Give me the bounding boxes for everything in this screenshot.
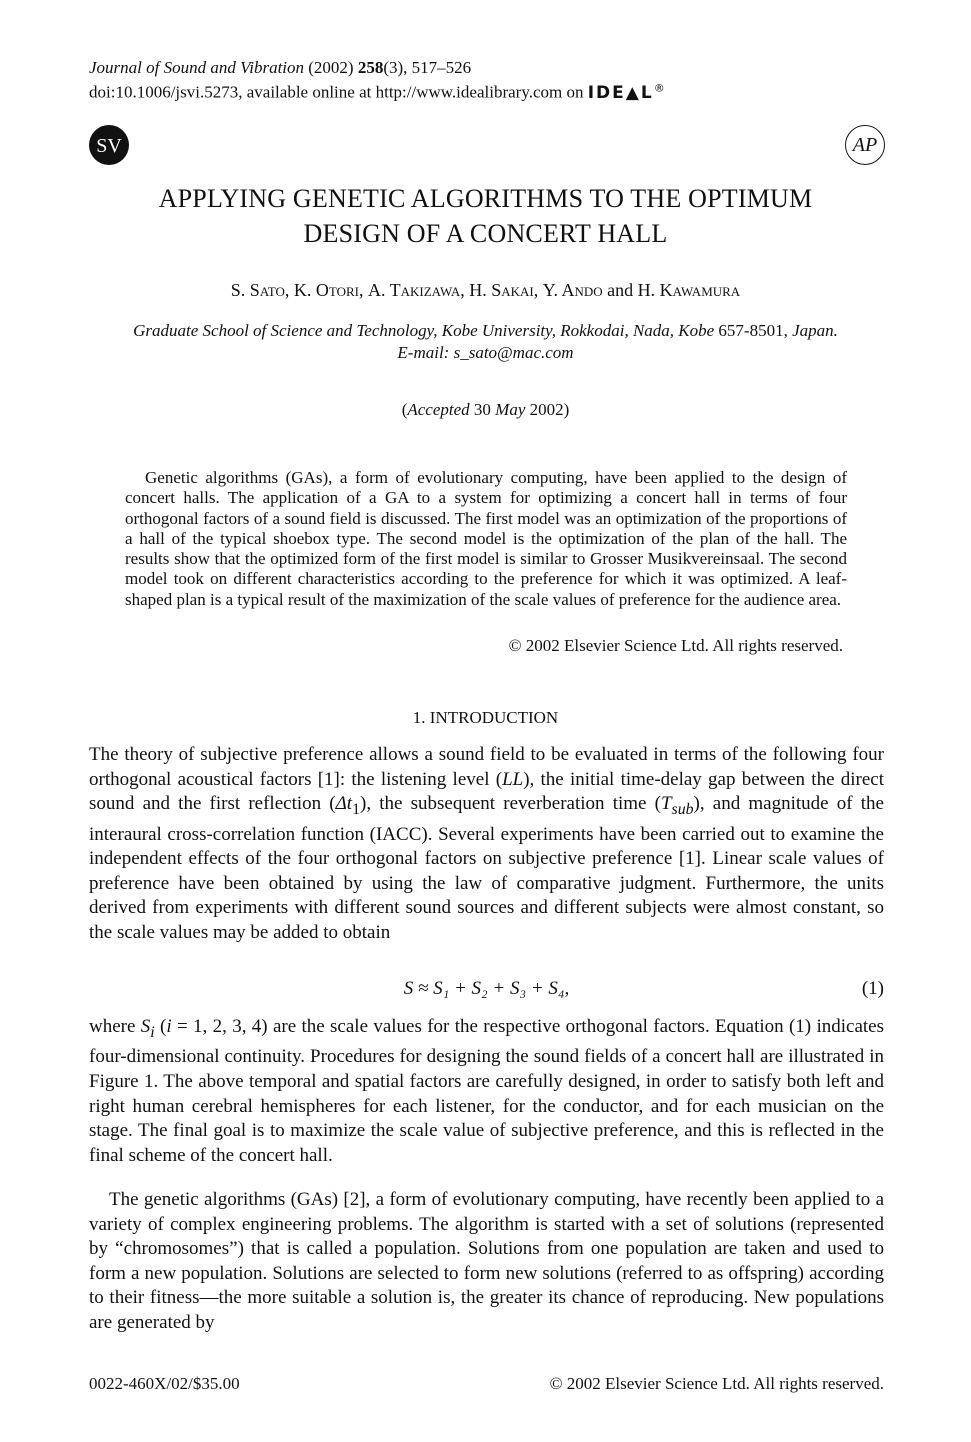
abstract-copyright: © 2002 Elsevier Science Ltd. All rights reserved. [508, 636, 843, 655]
accepted-day: 30 [473, 400, 491, 419]
accepted-year: 2002) [529, 400, 570, 419]
ap-publisher-logo: AP [845, 125, 885, 165]
affiliation-line [60, 320, 911, 342]
author-email: E-mail: s_sato@mac.com [397, 343, 574, 362]
author-name: H. Sakai [469, 280, 534, 300]
ideal-logo: IDE▲L® [587, 81, 667, 103]
journal-year: (2002) [308, 58, 354, 77]
title-line-1: APPLYING GENETIC ALGORITHMS TO THE OPTIMUM [158, 184, 813, 213]
footer-copyright: © 2002 Elsevier Science Ltd. All rights reserved. [549, 1374, 884, 1393]
body-paragraph-3: The genetic algorithms (GAs) [2], a form of evolutionary computing, have recently been applied to a variety of complex engineering problems. The algorithm is started with a set of solutions (represented by “chromosomes”) that is called a population. Solutions from one population are taken and used to form a new population. Solutions are selected to form new solutions (referred to as offspring) according to their fitness—the more suitable a solution is, the greater its chance of reproducing. New populations are generated by [89, 1189, 884, 1333]
affiliation-country: Japan. [792, 321, 838, 340]
author-name: Y. Ando [542, 280, 603, 300]
affiliation-institution: Graduate School of Science and Technology, Kobe University, Rokkodai, Nada, Kobe [133, 321, 715, 340]
affiliation [60, 320, 911, 364]
footer-issn-price: 0022-460X/02/$35.00 [89, 1374, 240, 1393]
author-name: K. Otori [293, 280, 359, 300]
journal-volume: 258 [357, 58, 384, 77]
author-name: A. Takizawa [367, 280, 461, 300]
equation-1 [89, 976, 884, 1002]
journal-name: Journal of Sound and Vibration [89, 58, 305, 77]
author-name: H. Kawamura [637, 280, 741, 300]
author-name: S. Sato [230, 280, 285, 300]
paper-title [60, 181, 911, 251]
journal-citation [89, 58, 667, 78]
section-heading: 1. INTRODUCTION [412, 708, 559, 727]
body-paragraph-2: where $S_i$ (i = 1, 2, 3, 4) are the scale values for the respective orthogonal factors. Equation (1) indicates four-dimensional continuity. Procedures for designing the sound fields of a concert hall are illustrated in Figure 1. The above temporal and spatial factors are carefully designed, in order to satisfy both left and right human cerebral hemispheres for each listener, for the conductor, and for each musician on the stage. The final goal is to maximize the scale value of subjective preference, and this is reflected in the final scheme of the concert hall. [89, 1016, 884, 1166]
doi-text: doi:10.1006/jsvi.5273, available online at http://www.idealibrary.com on [89, 82, 584, 102]
sv-publisher-logo: SV [89, 125, 129, 165]
equation-number: (1) [861, 978, 884, 999]
affiliation-postcode: 657-8501, [718, 321, 788, 340]
accepted-date: (Accepted 30 May 2002) [401, 400, 570, 419]
author-list: S. Sato, K. Otori, A. Takizawa, H. Sakai, Y. Ando and H. Kawamura [230, 280, 741, 300]
abstract-text: Genetic algorithms (GAs), a form of evolutionary computing, have been applied to the design of concert halls. The application of a GA to a system for optimizing a concert hall in terms of four orthogonal factors of a sound field is discussed. The first model was an optimization of the proportions of a hall of the typical shoebox type. The second model is the optimization of the plan of the hall. The results show that the optimized form of the first model is similar to Grosser Musikvereinsaal. The second model took on different characteristics according to the preference for which it was optimized. A leaf-shaped plan is a typical result of the maximization of the scale values of preference for the audience area. [125, 468, 847, 609]
equation-body: S ≈ S₁ + S₂ + S₃ + S₄, [403, 978, 570, 999]
body-paragraph-1: The theory of subjective preference allows a sound field to be evaluated in terms of the following four orthogonal acoustical factors [1]: the listening level (LL), the initial time-delay gap between the direct sound and the first reflection $(\Delta t_1)$, the subsequent reverberation time $(T_{sub})$, and magnitude of the interaural cross-correlation function (IACC). Several experiments have been carried out to examine the independent effects of the four orthogonal factors on subjective preference [1]. Linear scale values of preference have been obtained by using the law of comparative judgment. Furthermore, the units derived from experiments with different sound sources and different subjects were almost constant, so the scale values may be added to obtain [89, 744, 884, 943]
journal-issue-pages: (3), 517–526 [383, 58, 472, 77]
journal-header [89, 58, 667, 103]
title-line-2: DESIGN OF A CONCERT HALL [303, 219, 668, 248]
accepted-month: May [495, 400, 526, 419]
author-conjunction: and [607, 280, 634, 300]
doi-line [89, 78, 667, 103]
accepted-label: Accepted [407, 400, 470, 419]
